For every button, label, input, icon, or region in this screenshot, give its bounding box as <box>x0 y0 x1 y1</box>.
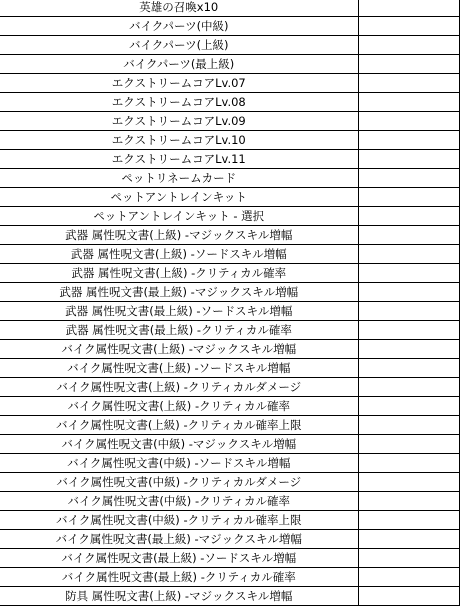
empty-cell[interactable] <box>358 188 459 207</box>
empty-cell[interactable] <box>358 207 459 226</box>
item-name-cell[interactable]: 武器 属性呪文書(上級) -クリティカル確率 <box>0 264 358 283</box>
table-row <box>0 321 459 340</box>
item-name-cell[interactable]: エクストリームコアLv.09 <box>0 112 358 131</box>
empty-cell[interactable] <box>358 530 459 549</box>
empty-cell[interactable] <box>358 112 459 131</box>
table-row <box>0 112 459 131</box>
item-name-cell[interactable]: バイク属性呪文書(上級) -クリティカルダメージ <box>0 378 358 397</box>
empty-cell[interactable] <box>358 549 459 568</box>
table-row <box>0 150 459 169</box>
empty-cell[interactable] <box>358 17 459 36</box>
table-row <box>0 416 459 435</box>
empty-cell[interactable] <box>358 93 459 112</box>
table-row <box>0 511 459 530</box>
item-name-cell[interactable]: バイク属性呪文書(最上級) -ソードスキル増幅 <box>0 549 358 568</box>
table-row <box>0 245 459 264</box>
empty-cell[interactable] <box>358 55 459 74</box>
table-row <box>0 549 459 568</box>
empty-cell[interactable] <box>358 454 459 473</box>
item-name-cell[interactable]: 武器 属性呪文書(上級) -ソードスキル増幅 <box>0 245 358 264</box>
table-row <box>0 17 459 36</box>
empty-cell[interactable] <box>358 416 459 435</box>
item-name-cell[interactable]: バイクパーツ(上級) <box>0 36 358 55</box>
table-row <box>0 530 459 549</box>
item-name-cell[interactable]: バイクパーツ(最上級) <box>0 55 358 74</box>
empty-cell[interactable] <box>358 131 459 150</box>
table-row <box>0 340 459 359</box>
table-row <box>0 55 459 74</box>
table-row <box>0 36 459 55</box>
empty-cell[interactable] <box>358 150 459 169</box>
table-row <box>0 131 459 150</box>
empty-cell[interactable] <box>358 492 459 511</box>
item-name-cell[interactable]: 武器 属性呪文書(最上級) -ソードスキル増幅 <box>0 302 358 321</box>
empty-cell[interactable] <box>358 359 459 378</box>
table-row <box>0 454 459 473</box>
table-row <box>0 397 459 416</box>
table-row <box>0 283 459 302</box>
item-name-cell[interactable]: ペットアントレインキット - 選択 <box>0 207 358 226</box>
empty-cell[interactable] <box>358 0 459 17</box>
item-name-cell[interactable]: バイク属性呪文書(上級) -クリティカル確率上限 <box>0 416 358 435</box>
empty-cell[interactable] <box>358 473 459 492</box>
item-name-cell[interactable]: バイクパーツ(中級) <box>0 17 358 36</box>
item-name-cell[interactable]: バイク属性呪文書(中級) -ソードスキル増幅 <box>0 454 358 473</box>
item-name-cell[interactable]: ペットリネームカード <box>0 169 358 188</box>
item-name-cell[interactable]: エクストリームコアLv.11 <box>0 150 358 169</box>
table-row <box>0 378 459 397</box>
table-row <box>0 207 459 226</box>
item-name-cell[interactable]: 武器 属性呪文書(上級) -マジックスキル増幅 <box>0 226 358 245</box>
empty-cell[interactable] <box>358 74 459 93</box>
table-row <box>0 169 459 188</box>
empty-cell[interactable] <box>358 587 459 606</box>
item-name-cell[interactable]: バイク属性呪文書(中級) -クリティカル確率上限 <box>0 511 358 530</box>
item-name-cell[interactable]: バイク属性呪文書(上級) -マジックスキル増幅 <box>0 340 358 359</box>
empty-cell[interactable] <box>358 340 459 359</box>
table-row <box>0 587 459 606</box>
table-row <box>0 264 459 283</box>
item-name-cell[interactable]: 武器 属性呪文書(最上級) -マジックスキル増幅 <box>0 283 358 302</box>
empty-cell[interactable] <box>358 264 459 283</box>
table-row <box>0 359 459 378</box>
item-name-cell[interactable]: エクストリームコアLv.08 <box>0 93 358 112</box>
table-row <box>0 568 459 587</box>
item-name-cell[interactable]: バイク属性呪文書(上級) -ソードスキル増幅 <box>0 359 358 378</box>
item-name-cell[interactable]: バイク属性呪文書(中級) -クリティカルダメージ <box>0 473 358 492</box>
empty-cell[interactable] <box>358 169 459 188</box>
item-name-cell[interactable]: バイク属性呪文書(最上級) -マジックスキル増幅 <box>0 530 358 549</box>
table-row <box>0 0 459 17</box>
table-row <box>0 74 459 93</box>
item-name-cell[interactable]: エクストリームコアLv.10 <box>0 131 358 150</box>
empty-cell[interactable] <box>358 435 459 454</box>
item-name-cell[interactable]: ペットアントレインキット <box>0 188 358 207</box>
empty-cell[interactable] <box>358 568 459 587</box>
empty-cell[interactable] <box>358 245 459 264</box>
item-name-cell[interactable]: エクストリームコアLv.07 <box>0 74 358 93</box>
item-name-cell[interactable]: バイク属性呪文書(最上級) -クリティカル確率 <box>0 568 358 587</box>
empty-cell[interactable] <box>358 511 459 530</box>
table-row <box>0 473 459 492</box>
empty-cell[interactable] <box>358 321 459 340</box>
empty-cell[interactable] <box>358 302 459 321</box>
item-name-cell[interactable]: 武器 属性呪文書(最上級) -クリティカル確率 <box>0 321 358 340</box>
empty-cell[interactable] <box>358 36 459 55</box>
table-row <box>0 188 459 207</box>
empty-cell[interactable] <box>358 283 459 302</box>
item-name-cell[interactable]: バイク属性呪文書(中級) -マジックスキル増幅 <box>0 435 358 454</box>
empty-cell[interactable] <box>358 226 459 245</box>
item-name-cell[interactable]: 防具 属性呪文書(上級) -マジックスキル増幅 <box>0 587 358 606</box>
item-name-cell[interactable]: バイク属性呪文書(中級) -クリティカル確率 <box>0 492 358 511</box>
table-row <box>0 93 459 112</box>
table-row <box>0 492 459 511</box>
table-row <box>0 435 459 454</box>
empty-cell[interactable] <box>358 397 459 416</box>
table-row <box>0 226 459 245</box>
table-row <box>0 302 459 321</box>
empty-cell[interactable] <box>358 378 459 397</box>
item-name-cell[interactable]: バイク属性呪文書(上級) -クリティカル確率 <box>0 397 358 416</box>
item-name-cell[interactable]: 英雄の召喚x10 <box>0 0 358 17</box>
